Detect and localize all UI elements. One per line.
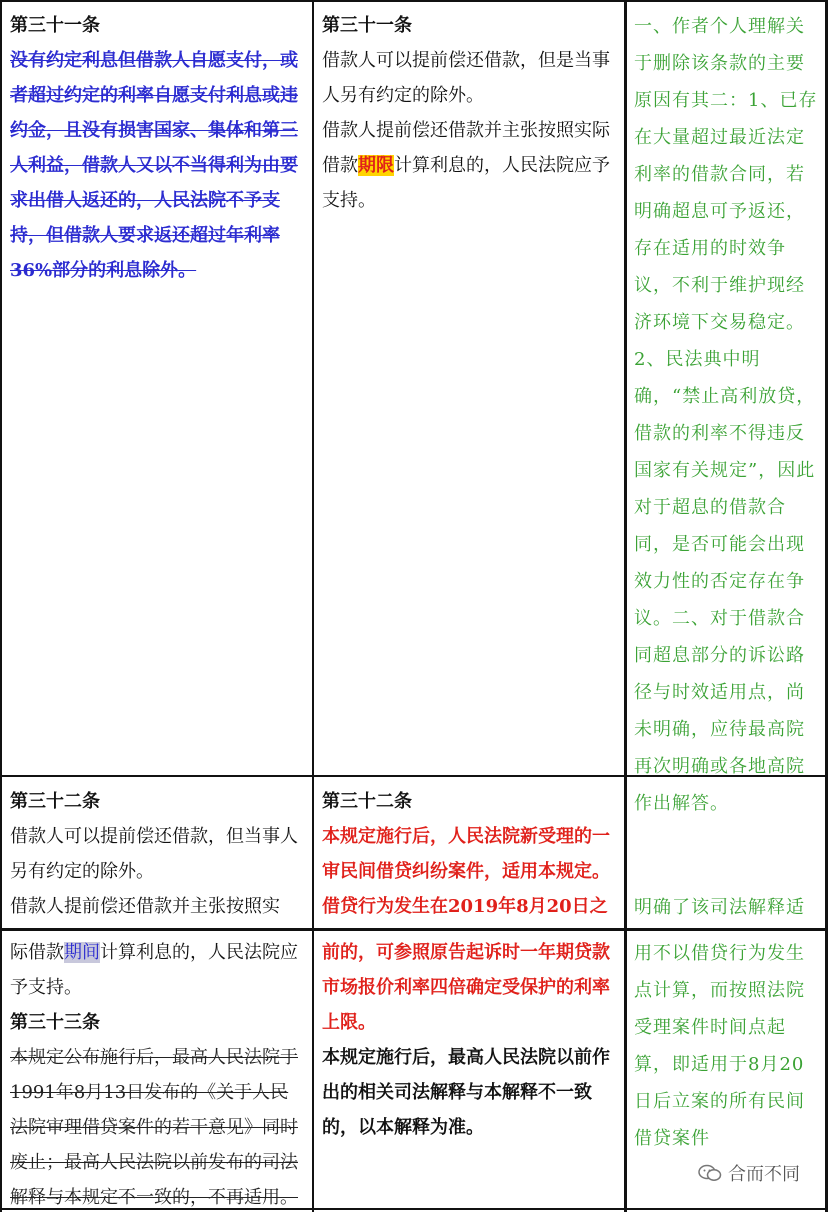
table-border-row-2	[0, 928, 828, 931]
clause-text: 借款人可以提前偿还借款，但当事人另有约定的除外。	[10, 826, 298, 882]
commentary-text: 明确了该司法解释适	[634, 897, 805, 918]
table-border-left	[0, 0, 2, 1212]
watermark	[698, 1160, 800, 1186]
highlighted-term: 期间	[64, 942, 100, 963]
added-clause-text-continued: 前的，可参照原告起诉时一年期贷款市场报价利率四倍确定受保护的利率上限。	[322, 942, 610, 1033]
clause-text-continued: 际借款期间计算利息的，人民法院应予支持。	[10, 942, 298, 998]
cell-new-article-32	[322, 784, 618, 926]
cell-original-article-31	[10, 8, 306, 773]
clause-text: 借款人可以提前偿还借款，但是当事人另有约定的除外。	[322, 50, 610, 106]
cell-new-article-31	[322, 8, 618, 773]
article-heading: 第三十三条	[10, 1012, 100, 1033]
cell-comment-article-33	[634, 935, 820, 1149]
article-heading: 第三十二条	[322, 791, 412, 812]
cell-comment-article-32	[634, 890, 820, 926]
wechat-icon	[698, 1164, 722, 1182]
table-border-top	[0, 0, 828, 2]
article-heading: 第三十一条	[322, 15, 412, 36]
highlighted-term: 期限	[358, 155, 394, 176]
article-heading: 第三十二条	[10, 791, 100, 812]
cell-comment-article-31	[634, 8, 820, 814]
added-clause-text: 本规定施行后，人民法院新受理的一审民间借贷纠纷案件，适用本规定。借贷行为发生在2019年8月20日之	[322, 826, 610, 917]
deleted-clause-text: 没有约定利息但借款人自愿支付，或者超过约定的利率自愿支付利息或违约金，且没有损害国家、集体和第三人利益，借款人又以不当得利为由要求出借人返还的，人民法院不予支持，但借款人要求返还超过年利率36%部分的利息除外。	[10, 50, 298, 281]
table-border-divider-1	[312, 0, 314, 1212]
table-border-divider-2	[624, 0, 627, 1212]
commentary-text: 用不以借贷行为发生点计算，而按照法院受理案件时间点起算，即适用于8月20日后立案的所有民间借贷案件	[634, 943, 805, 1149]
clause-text: 借款人提前偿还借款并主张按照实际借款期限计算利息的，人民法院应予支持。	[322, 120, 610, 211]
watermark-text: 合而不同	[728, 1164, 800, 1185]
cell-new-article-33	[322, 935, 618, 1207]
article-heading: 第三十一条	[10, 15, 100, 36]
clause-text: 借款人提前偿还借款并主张按照实	[10, 896, 280, 917]
clause-text: 本规定施行后，最高人民法院以前作出的相关司法解释与本解释不一致的，以本解释为准。	[322, 1047, 610, 1138]
deleted-clause-text: 本规定公布施行后，最高人民法院于1991年8月13日发布的《关于人民法院审理借贷案件的若干意见》同时废止；最高人民法院以前发布的司法解释与本规定不一致的，不再适用。	[10, 1047, 298, 1208]
commentary-text: 一、作者个人理解关于删除该条款的主要原因有其二：1、已存在大量超过最近法定利率的借款合同，若明确超息可予返还，存在适用的时效争议，不利于维护现经济环境下交易稳定。2、民法典中明确，“禁止高利放贷，借款的利率不得违反国家有关规定”，因此对于超息的借款合同，是否可能会出现效力性的否定存在争议。二、对于借款合同超息部分的诉讼路径与时效适用点，尚未明确，应待最高院再次明确或各地高院作出解答。	[634, 16, 818, 814]
cell-original-article-33	[10, 935, 306, 1207]
cell-original-article-32	[10, 784, 306, 926]
